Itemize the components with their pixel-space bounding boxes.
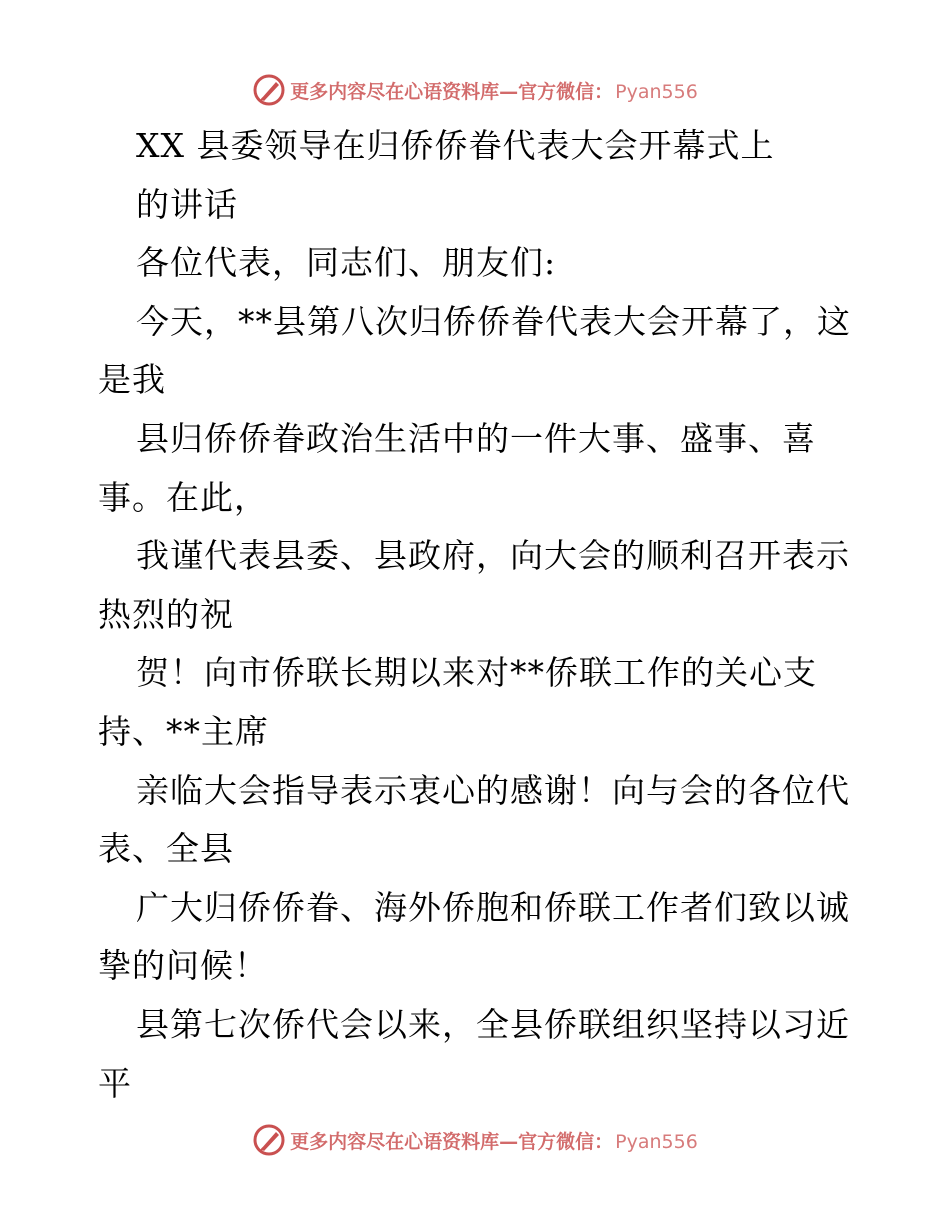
text-line: 热烈的祝 xyxy=(98,594,234,634)
watermark-banner-bottom xyxy=(0,1120,950,1160)
watermark-text-top: 更多内容尽在心语资料库—官方微信： Pyan556 xyxy=(290,80,698,103)
text-line: 贺！向市侨联长期以来对**侨联工作的关心支 xyxy=(136,653,817,693)
text-line: 我谨代表县委、县政府，向大会的顺利召开表示 xyxy=(136,536,850,576)
watermark-code-top: Pyan556 xyxy=(615,80,698,103)
watermark-banner-top xyxy=(0,70,950,110)
text-line: 县第七次侨代会以来，全县侨联组织坚持以习近 xyxy=(136,1004,850,1044)
document-body xyxy=(98,126,858,1122)
text-line: 的讲话 xyxy=(136,184,238,224)
text-line: 县归侨侨眷政治生活中的一件大事、盛事、喜 xyxy=(136,418,816,458)
text-line: 持、**主席 xyxy=(98,711,269,751)
text-line: 各位代表，同志们、朋友们: xyxy=(136,243,557,283)
text-line: 今天，**县第八次归侨侨眷代表大会开幕了，这 xyxy=(136,301,851,341)
quill-logo-icon xyxy=(252,1123,286,1157)
quill-logo-icon xyxy=(252,73,286,107)
text-line: 亲临大会指导表示衷心的感谢！向与会的各位代 xyxy=(136,770,850,810)
text-line: 广大归侨侨眷、海外侨胞和侨联工作者们致以诚 xyxy=(136,887,850,927)
text-line: XX 县委领导在归侨侨眷代表大会开幕式上 xyxy=(136,126,775,165)
text-line: 表、全县 xyxy=(98,829,234,869)
watermark-text-bottom: 更多内容尽在心语资料库—官方微信： Pyan556 xyxy=(290,1130,698,1153)
text-line: 挚的问候！ xyxy=(98,946,268,986)
text-line: 是我 xyxy=(98,360,166,400)
watermark-code-bottom: Pyan556 xyxy=(615,1130,698,1153)
text-line: 事。在此， xyxy=(98,477,268,517)
text-line: 平 xyxy=(98,1063,132,1103)
